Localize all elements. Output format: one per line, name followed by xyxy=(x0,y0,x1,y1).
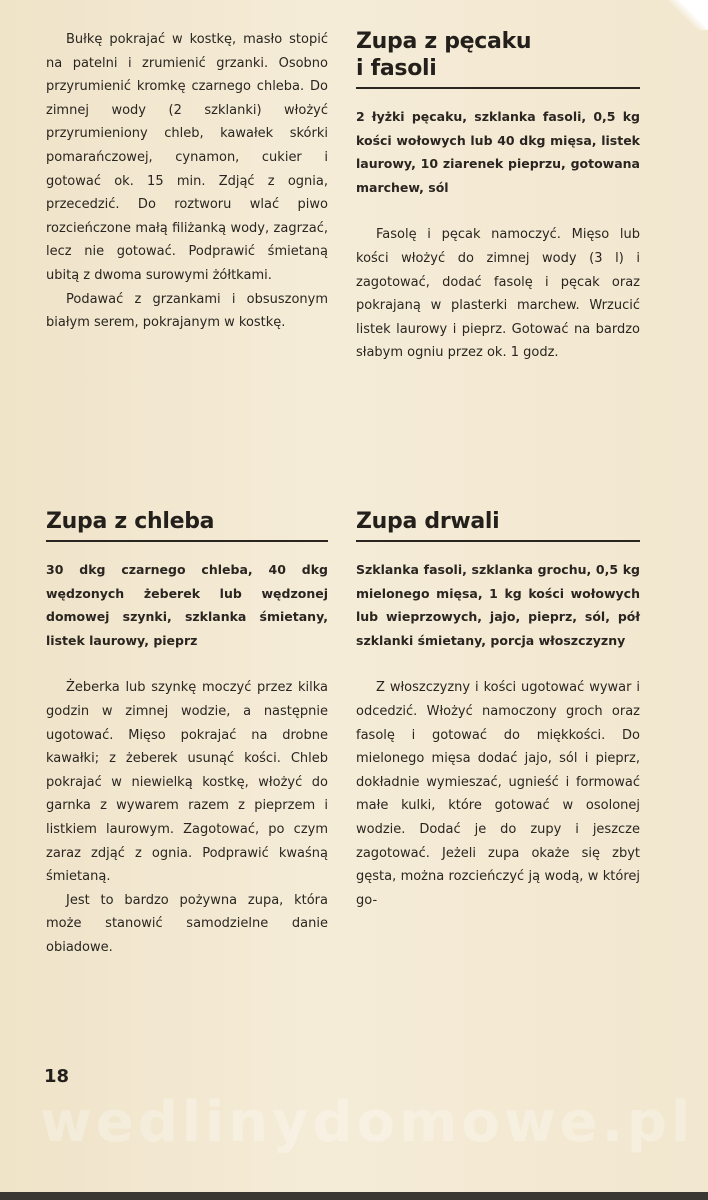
recipe-pecak-title-line2: i fasoli xyxy=(356,56,437,81)
continued-paragraph-1: Bułkę pokrajać w kostkę, masło stopić na patelni i zrumienić grzanki. Osobno przyrumienić kromkę czarnego chleba. Do zimnej wody (2 szklanki) włożyć przyrumieniony chleb, kawałek skórki pomarańczowej, cynamon, cukier i gotować ok. 15 min. Zdjąć z ognia, przecedzić. Do roztworu wlać piwo rozcieńczone małą filiżanką wody, zagrzać, lecz nie gotować. Podprawić śmietaną ubitą z dwoma surowymi żółtkami. xyxy=(46,32,328,283)
recipe-drwali xyxy=(356,508,640,912)
continued-paragraph-2: Podawać z grzankami i obsuszonym białym serem, pokrajanym w kostkę. xyxy=(46,291,328,331)
recipe-drwali-ingredients: Szklanka fasoli, szklanka grochu, 0,5 kg mielonego mięsa, 1 kg kości wołowych lub wieprzowych, jajo, pieprz, sól, pół szklanki śmietany, porcja włoszczyzny xyxy=(356,562,640,648)
continued-recipe-text xyxy=(46,28,328,335)
recipe-chleb-ingredients: 30 dkg czarnego chleba, 40 dkg wędzonych żeberek lub wędzonej domowej szynki, szklanka śmietany, listek laurowy, pieprz xyxy=(46,562,328,648)
recipe-pecak-instructions: Fasolę i pęcak namoczyć. Mięso lub kości włożyć do zimnej wody (3 l) i zagotować, dodać fasolę i pęcak oraz pokrajaną w plasterki marchew. Wrzucić listek laurowy i pieprz. Gotować na bardzo słabym ogniu przez ok. 1 godz. xyxy=(356,227,640,361)
recipe-chleb-title: Zupa z chleba xyxy=(46,509,215,534)
recipe-chleb-instructions-2: Jest to bardzo pożywna zupa, która może stanowić samodzielne danie obiadowe. xyxy=(46,892,328,955)
recipe-drwali-instructions: Z włoszczyzny i kości ugotować wywar i odcedzić. Włożyć namoczony groch oraz fasolę i gotować do miękkości. Do mielonego mięsa dodać jajo, sól i pieprz, dokładnie wymieszać, ugnieść i formować małe kulki, które gotować w osolonej wodzie. Dodać je do zupy i jeszcze zagotować. Jeżeli zupa okaże się zbyt gęsta, można rozcieńczyć ją wodą, w której go- xyxy=(356,680,640,908)
recipe-pecak xyxy=(356,28,640,365)
page-number: 18 xyxy=(44,1066,70,1087)
recipe-pecak-title xyxy=(356,28,640,82)
spacer xyxy=(356,652,640,676)
recipe-pecak-ingredients: 2 łyżki pęcaku, szklanka fasoli, 0,5 kg kości wołowych lub 40 dkg mięsa, listek laurowy, 10 ziarenek pieprzu, gotowana marchew, sól xyxy=(356,109,640,195)
title-rule xyxy=(46,540,328,542)
torn-corner xyxy=(668,0,708,30)
watermark: wedlinydomowe.pl xyxy=(40,1090,695,1155)
page-bottom-edge xyxy=(0,1192,708,1200)
recipe-chleb xyxy=(46,508,328,960)
title-rule xyxy=(356,540,640,542)
recipe-drwali-title: Zupa drwali xyxy=(356,509,500,534)
title-rule xyxy=(356,87,640,89)
recipe-chleb-instructions-1: Żeberka lub szynkę moczyć przez kilka godzin w zimnej wodzie, a następnie ugotować. Mięso pokrajać na drobne kawałki; z żeberek usunąć kości. Chleb pokrajać w niewielką kostkę, włożyć do garnka z wywarem razem z pieprzem i listkiem laurowym. Zagotować, po czym zaraz zdjąć z ognia. Podprawić kwaśną śmietaną. xyxy=(46,680,328,885)
recipe-pecak-title-line1: Zupa z pęcaku xyxy=(356,29,532,54)
spacer xyxy=(356,199,640,223)
spacer xyxy=(46,652,328,676)
